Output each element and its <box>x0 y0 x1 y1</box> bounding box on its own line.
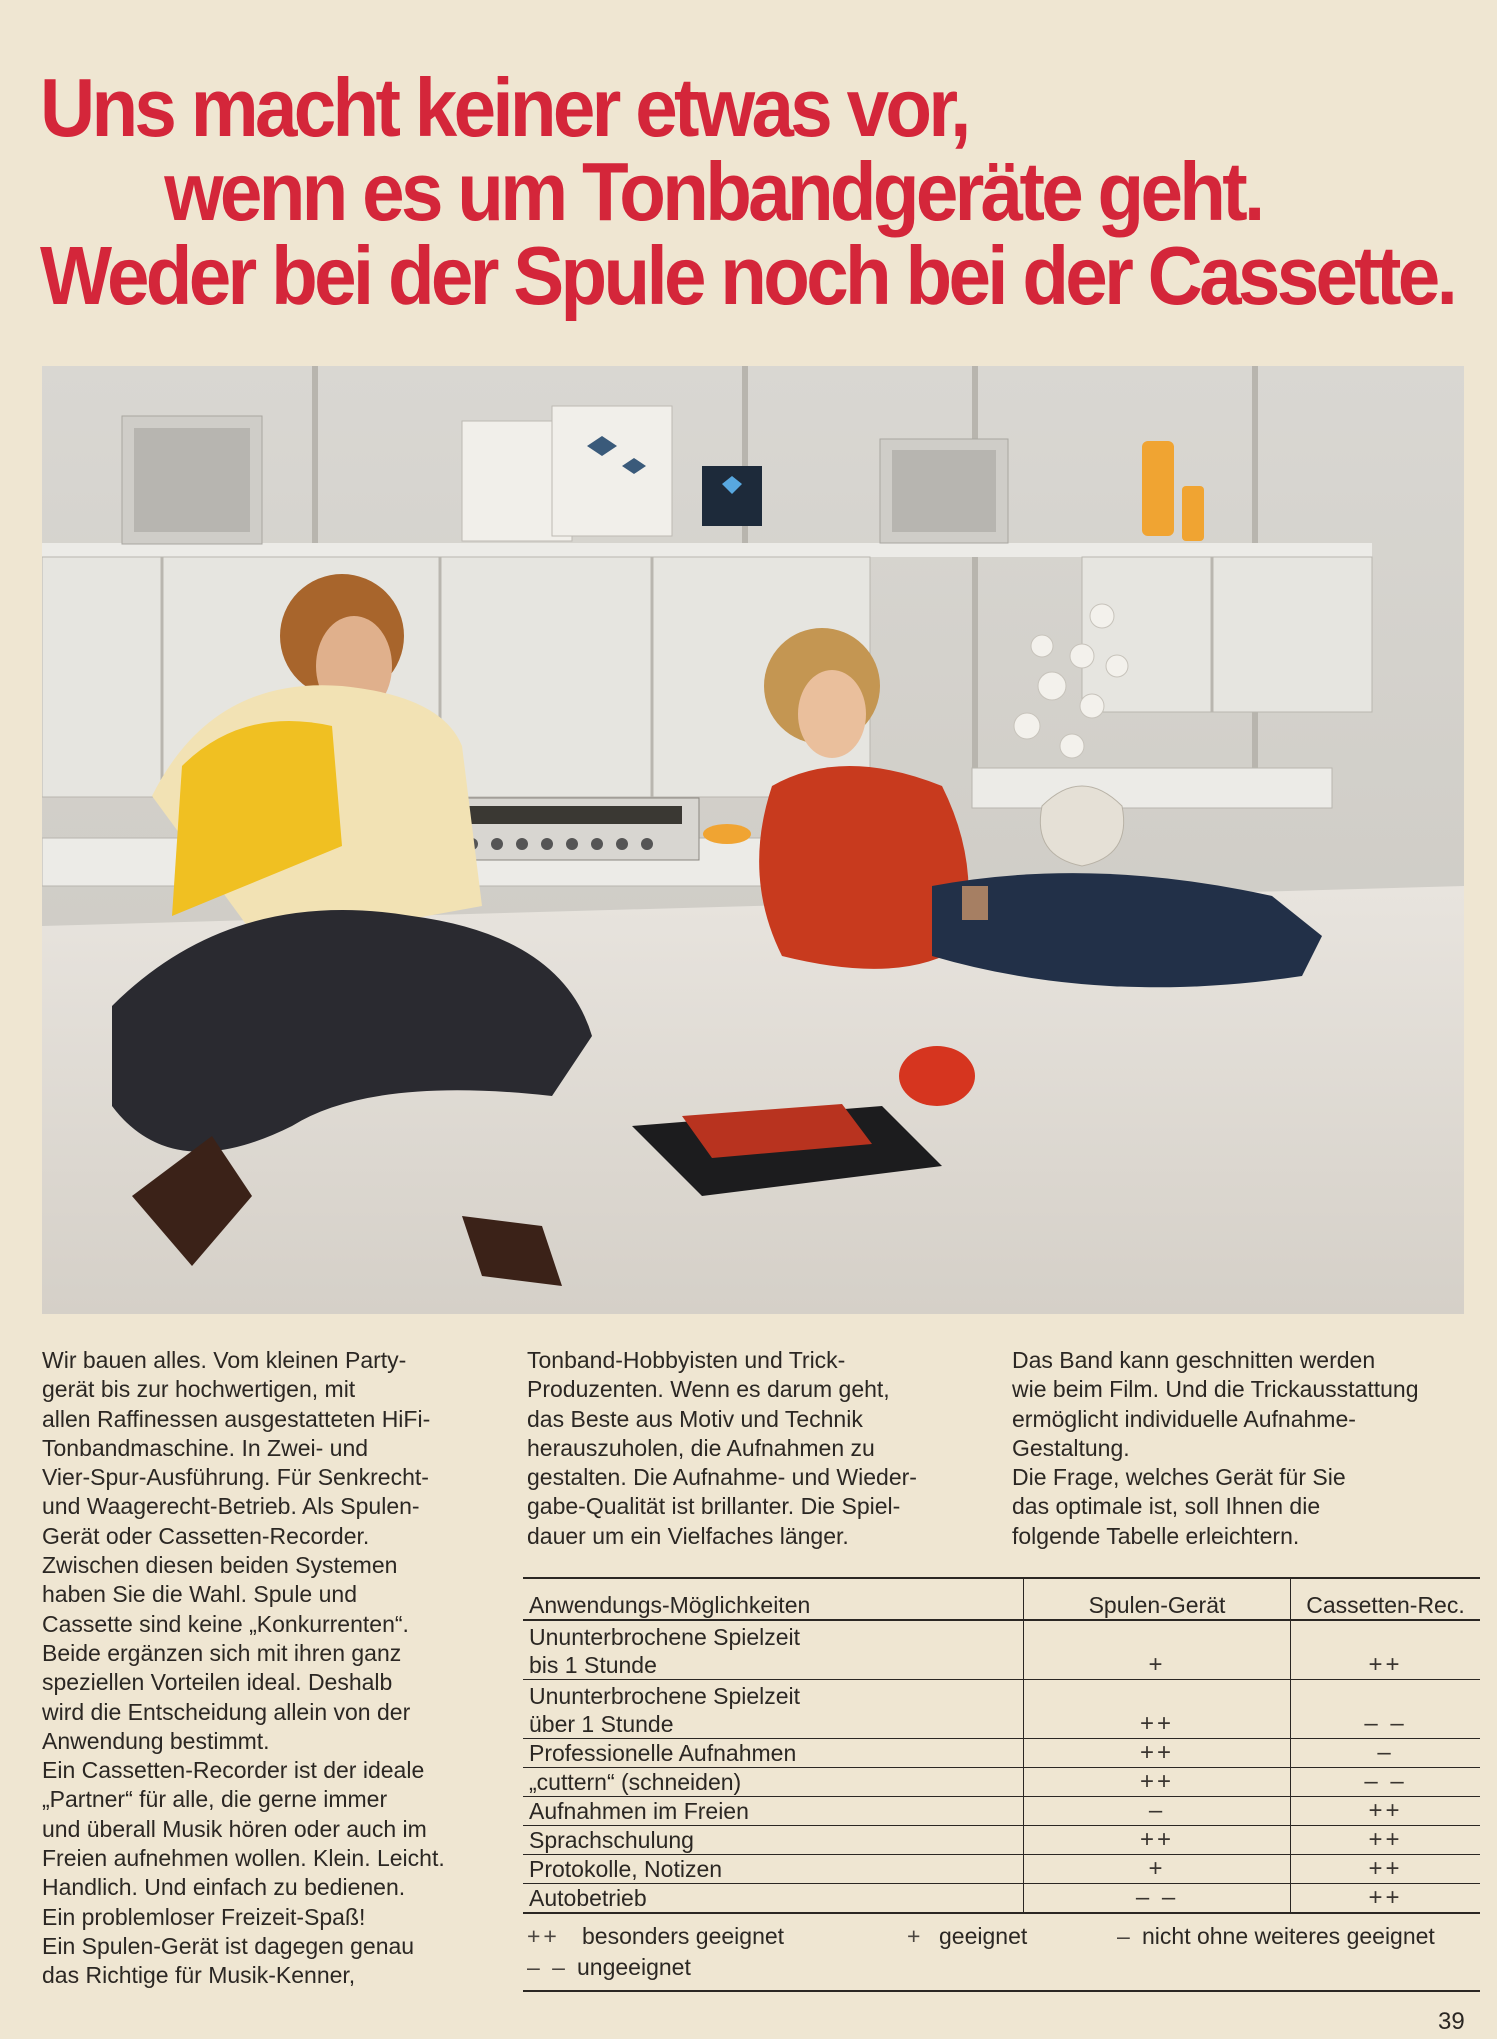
cassette-rating: – – <box>1291 1680 1481 1739</box>
text-line: allen Raffinessen ausgestatteten HiFi- <box>42 1405 431 1432</box>
headline <box>40 61 1455 322</box>
legend-symbol: – – <box>527 1954 568 1980</box>
text-line: Ein problemloser Freizeit-Spaß! <box>42 1903 366 1930</box>
text-line: Das Band kann geschnitten werden <box>1012 1347 1376 1373</box>
legend-label: ungeeignet <box>577 1954 691 1980</box>
cassette-rating: ++ <box>1291 1855 1481 1884</box>
spule-rating: – <box>1024 1797 1291 1826</box>
text-line: dauer um ein Vielfaches länger. <box>527 1522 849 1549</box>
text-line: wie beim Film. Und die Trickausstattung <box>1012 1376 1419 1403</box>
row-label-line: über 1 Stunde <box>529 1711 674 1737</box>
text-column-1 <box>42 1346 445 1991</box>
spule-rating: + <box>1024 1620 1291 1680</box>
text-line: ermöglicht individuelle Aufnahme- <box>1012 1405 1356 1432</box>
text-line: Wir bauen alles. Vom kleinen Party- <box>42 1347 407 1373</box>
text-line: Freien aufnehmen wollen. Klein. Leicht. <box>42 1845 445 1872</box>
page-number: 39 <box>1438 2008 1465 2035</box>
spule-rating: ++ <box>1024 1680 1291 1739</box>
text-line: herauszuholen, die Aufnahmen zu <box>527 1434 875 1461</box>
comparison-table <box>523 1577 1480 1914</box>
text-line: das Richtige für Musik-Kenner, <box>42 1962 356 1989</box>
row-label <box>523 1620 1024 1680</box>
table-legend <box>527 1923 1480 1985</box>
text-line: Tonbandmaschine. In Zwei- und <box>42 1434 369 1461</box>
row-label: Protokolle, Notizen <box>523 1855 1024 1884</box>
cassette-rating: ++ <box>1291 1620 1481 1680</box>
legend-row <box>527 1954 1480 1985</box>
text-line: Tonband-Hobbyisten und Trick- <box>527 1347 846 1373</box>
spule-rating: ++ <box>1024 1739 1291 1768</box>
text-line: und überall Musik hören oder auch im <box>42 1815 427 1842</box>
row-label: Professionelle Aufnahmen <box>523 1739 1024 1768</box>
cassette-rating: ++ <box>1291 1884 1481 1914</box>
table-row <box>523 1680 1480 1739</box>
row-label: „cuttern“ (schneiden) <box>523 1768 1024 1797</box>
text-line: Zwischen diesen beiden Systemen <box>42 1552 398 1579</box>
cassette-rating: ++ <box>1291 1826 1481 1855</box>
text-line: Gerät oder Cassetten-Recorder. <box>42 1522 370 1549</box>
text-line: Produzenten. Wenn es darum geht, <box>527 1376 890 1403</box>
text-column-2 <box>527 1346 917 1551</box>
text-line: gabe-Qualität ist brillanter. Die Spiel- <box>527 1493 901 1520</box>
headline-line-3: Weder bei der Spule noch bei der Cassette. <box>40 229 1455 322</box>
text-line: Die Frage, welches Gerät für Sie <box>1012 1464 1346 1491</box>
text-line: Vier-Spur-Ausführung. Für Senkrecht- <box>42 1464 429 1491</box>
legend-label: nicht ohne weiteres geeignet <box>1142 1923 1435 1949</box>
table-row <box>523 1768 1480 1797</box>
table-row <box>523 1797 1480 1826</box>
text-line: das optimale ist, soll Ihnen die <box>1012 1493 1321 1520</box>
legend-symbol: – <box>1117 1923 1133 1949</box>
header-anwendung: Anwendungs-Möglichkeiten <box>523 1578 1024 1620</box>
cassette-rating: – – <box>1291 1768 1481 1797</box>
text-line: das Beste aus Motiv und Technik <box>527 1405 863 1432</box>
text-line: haben Sie die Wahl. Spule und <box>42 1581 357 1608</box>
spule-rating: ++ <box>1024 1826 1291 1855</box>
legend-row <box>527 1923 1480 1954</box>
text-line: Ein Spulen-Gerät ist dagegen genau <box>42 1932 415 1959</box>
text-line: und Waagerecht-Betrieb. Als Spulen- <box>42 1493 420 1520</box>
header-spule: Spulen-Gerät <box>1024 1578 1291 1620</box>
living-room-photo <box>42 366 1464 1314</box>
row-label-line: Ununterbrochene Spielzeit <box>529 1624 801 1650</box>
text-line: wird die Entscheidung allein von der <box>42 1698 411 1725</box>
text-line: speziellen Vorteilen ideal. Deshalb <box>42 1669 393 1696</box>
row-label-line: bis 1 Stunde <box>529 1652 657 1678</box>
divider <box>523 1990 1480 1992</box>
text-line: Gestaltung. <box>1012 1434 1130 1461</box>
text-line: Beide ergänzen sich mit ihren ganz <box>42 1639 402 1666</box>
text-line: „Partner“ für alle, die gerne immer <box>42 1786 388 1813</box>
table-header-row <box>523 1578 1480 1620</box>
headline-line-1: Uns macht keiner etwas vor, <box>40 61 968 154</box>
spule-rating: – – <box>1024 1884 1291 1914</box>
living-room-photo-icon <box>42 366 1464 1314</box>
row-label-line: Ununterbrochene Spielzeit <box>529 1683 801 1709</box>
table-row <box>523 1620 1480 1680</box>
text-line: Ein Cassetten-Recorder ist der ideale <box>42 1757 425 1784</box>
header-cassette: Cassetten-Rec. <box>1291 1578 1481 1620</box>
spule-rating: ++ <box>1024 1768 1291 1797</box>
text-column-3 <box>1012 1346 1419 1551</box>
text-line: Cassette sind keine „Konkurrenten“. <box>42 1610 409 1637</box>
table-row <box>523 1855 1480 1884</box>
row-label: Autobetrieb <box>523 1884 1024 1914</box>
text-line: gestalten. Die Aufnahme- und Wieder- <box>527 1464 917 1491</box>
headline-line-2: wenn es um Tonbandgeräte geht. <box>164 145 1262 238</box>
row-label <box>523 1680 1024 1739</box>
table-row <box>523 1884 1480 1914</box>
legend-label: besonders geeignet <box>582 1923 785 1949</box>
text-line: folgende Tabelle erleichtern. <box>1012 1522 1300 1549</box>
cassette-rating: ++ <box>1291 1797 1481 1826</box>
text-line: Handlich. Und einfach zu bedienen. <box>42 1874 406 1901</box>
text-line: gerät bis zur hochwertigen, mit <box>42 1376 356 1403</box>
table-row <box>523 1739 1480 1768</box>
text-line: Anwendung bestimmt. <box>42 1727 270 1754</box>
row-label: Aufnahmen im Freien <box>523 1797 1024 1826</box>
row-label: Sprachschulung <box>523 1826 1024 1855</box>
cassette-rating: – <box>1291 1739 1481 1768</box>
legend-label: geeignet <box>939 1923 1028 1949</box>
legend-symbol: ++ <box>527 1923 560 1949</box>
spule-rating: + <box>1024 1855 1291 1884</box>
legend-symbol: + <box>907 1923 924 1949</box>
table-row <box>523 1826 1480 1855</box>
